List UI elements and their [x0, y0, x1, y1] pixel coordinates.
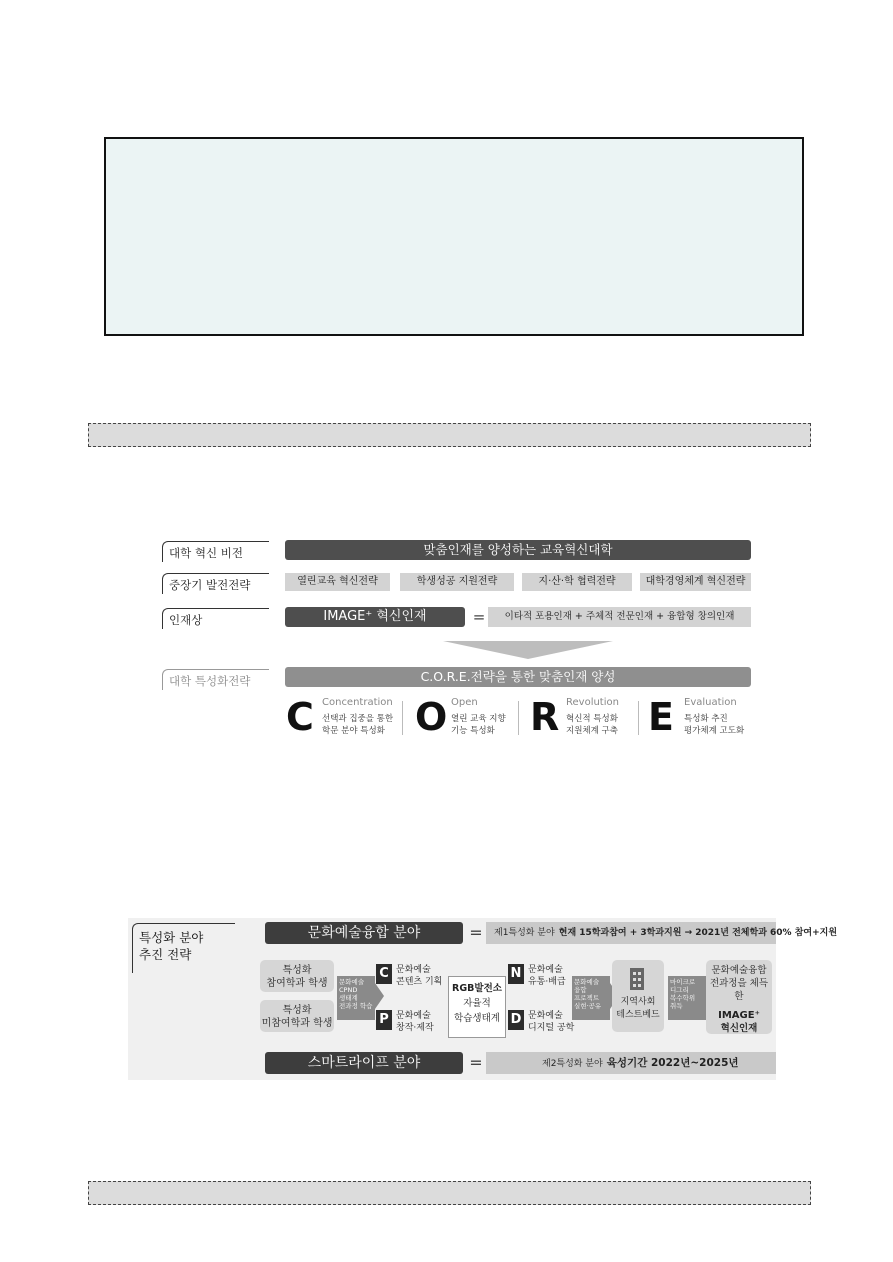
arrow-line: 전과정 학습 [339, 1002, 373, 1010]
core-desc-line: 학문 분야 특성화 [322, 726, 385, 736]
equals-sign: = [469, 923, 483, 942]
core-banner: C.O.R.E.전략을 통한 맞춤인재 양성 [285, 667, 751, 687]
label-strategy: 중장기 발전전략 [162, 573, 269, 594]
arrow-line: 문화예술 [574, 978, 600, 986]
core-desc-line: 기능 특성화 [451, 726, 495, 736]
field1-desc-lead: 제1특성화 분야 [494, 928, 555, 938]
arrow-line: 융합 [574, 986, 587, 994]
down-chevron-icon [443, 641, 613, 661]
letter-c: C [376, 964, 392, 984]
d-text [528, 1010, 574, 1034]
box-line: 특성화 [282, 965, 312, 976]
equals-sign: = [469, 1053, 483, 1072]
vision-banner: 맞춤인재를 양성하는 교육혁신대학 [285, 540, 751, 560]
result-line: 문화예술융합 [711, 965, 767, 976]
strategy-box: 학생성공 지원전략 [400, 573, 514, 591]
core-desc-line: 평가체계 고도화 [684, 726, 745, 736]
letter-p: P [376, 1010, 392, 1030]
core-item-concentration [286, 697, 401, 739]
core-letter: O [415, 695, 448, 739]
result-box [706, 960, 772, 1034]
arrow-line: 마이크로 [670, 978, 696, 986]
figure-label-line: 추진 전략 [139, 947, 192, 962]
vision-strategy-figure [158, 533, 758, 743]
field2-description [486, 1052, 776, 1074]
field1-desc-rest: 현재 15학과참여 + 3학과지원 → 2021년 전체학과 60% 참여+지원 [558, 928, 838, 938]
arrow-label [668, 976, 706, 1020]
result-line: IMAGE⁺ [718, 1010, 760, 1021]
core-desc-line: 지원체계 구축 [566, 726, 618, 736]
arrow-line: 취득 [670, 1002, 683, 1010]
n-text [528, 964, 566, 988]
letter-d: D [508, 1010, 524, 1030]
arrow-line: 생태계 [339, 994, 358, 1002]
core-desc-line: 열린 교육 지향 [451, 714, 506, 724]
core-item-evaluation [648, 697, 763, 739]
core-english: Concentration [322, 697, 393, 708]
p-text-line: 창작·제작 [396, 1023, 434, 1033]
arrow-label [572, 976, 610, 1020]
field1-description [486, 922, 838, 944]
core-desc-line: 혁신적 특성화 [566, 714, 618, 724]
arrow-label [337, 976, 375, 1020]
core-item-open [415, 697, 530, 739]
box-line: 특성화 [282, 1005, 312, 1016]
p-text [396, 1010, 434, 1034]
box-line: 참여학과 학생 [266, 978, 328, 989]
strategy-box: 대학경영체계 혁신전략 [640, 573, 751, 591]
field2-desc-rest: 육성기간 2022년~2025년 [606, 1057, 739, 1069]
c-text-line: 콘텐츠 기획 [396, 977, 443, 987]
arrow-line: 프로젝트 [574, 994, 600, 1002]
arrow-line: CPND [339, 986, 358, 994]
core-desc-line: 특성화 추진 [684, 714, 728, 724]
d-text-line: 디지털 공학 [528, 1023, 575, 1033]
n-text-line: 문화예술 [528, 965, 563, 975]
right-arrow-icon [375, 983, 384, 1009]
testbed-box [612, 960, 664, 1032]
letter-n: N [508, 964, 524, 984]
strategy-box: 지·산·학 협력전략 [522, 573, 632, 591]
d-text-line: 문화예술 [528, 1011, 563, 1021]
section-heading-bar [88, 1181, 811, 1205]
arrow-line: 복수학위 [670, 994, 696, 1002]
talent-title: IMAGE⁺ 혁신인재 [285, 607, 465, 627]
field2-banner: 스마트라이프 분야 [265, 1052, 463, 1074]
center-line: 자율적 [463, 998, 491, 1009]
figure-label-line: 특성화 분야 [139, 930, 204, 945]
testbed-line: 지역사회 [620, 997, 656, 1007]
equals-sign: = [472, 608, 486, 626]
rgb-center-box [448, 976, 506, 1038]
core-letter: E [648, 695, 674, 739]
field2-desc-lead: 제2특성화 분야 [542, 1059, 603, 1069]
center-line: RGB발전소 [452, 983, 502, 994]
strategy-box: 열린교육 혁신전략 [285, 573, 390, 591]
core-letter: C [286, 695, 314, 739]
box-line: 미참여학과 학생 [261, 1018, 333, 1029]
arrow-line: 문화예술 [339, 978, 365, 986]
core-item-revolution [530, 697, 645, 739]
result-line: 혁신인재 [720, 1023, 758, 1034]
divider [518, 701, 519, 735]
core-english: Revolution [566, 697, 619, 708]
field1-banner: 문화예술융합 분야 [265, 922, 463, 944]
core-english: Open [451, 697, 478, 708]
center-line: 학습생태계 [454, 1013, 500, 1024]
arrow-line: 실현·공유 [574, 1002, 602, 1010]
divider [638, 701, 639, 735]
label-vision: 대학 혁신 비전 [162, 541, 269, 562]
non-participating-students-box [260, 1000, 334, 1032]
building-icon [626, 966, 650, 992]
n-text-line: 유통·배급 [528, 977, 566, 987]
result-line: 전과정을 체득한 [709, 978, 769, 1002]
summary-box [104, 137, 804, 336]
p-text-line: 문화예술 [396, 1011, 431, 1021]
c-text-line: 문화예술 [396, 965, 431, 975]
divider [402, 701, 403, 735]
arrow-line: 디그리 [670, 986, 689, 994]
core-letter: R [530, 695, 560, 739]
figure-label [132, 923, 235, 973]
label-talent: 인재상 [162, 608, 269, 629]
specialization-strategy-figure [128, 918, 838, 1080]
testbed-line: 테스트베드 [616, 1010, 660, 1020]
label-specialization: 대학 특성화전략 [162, 669, 269, 690]
core-english: Evaluation [684, 697, 737, 708]
core-desc-line: 선택과 집중을 통한 [322, 714, 394, 724]
participating-students-box [260, 960, 334, 992]
section-heading-bar [88, 423, 811, 447]
talent-description: 이타적 포용인재 + 주체적 전문인재 + 융합형 창의인재 [488, 607, 751, 627]
c-text [396, 964, 442, 988]
